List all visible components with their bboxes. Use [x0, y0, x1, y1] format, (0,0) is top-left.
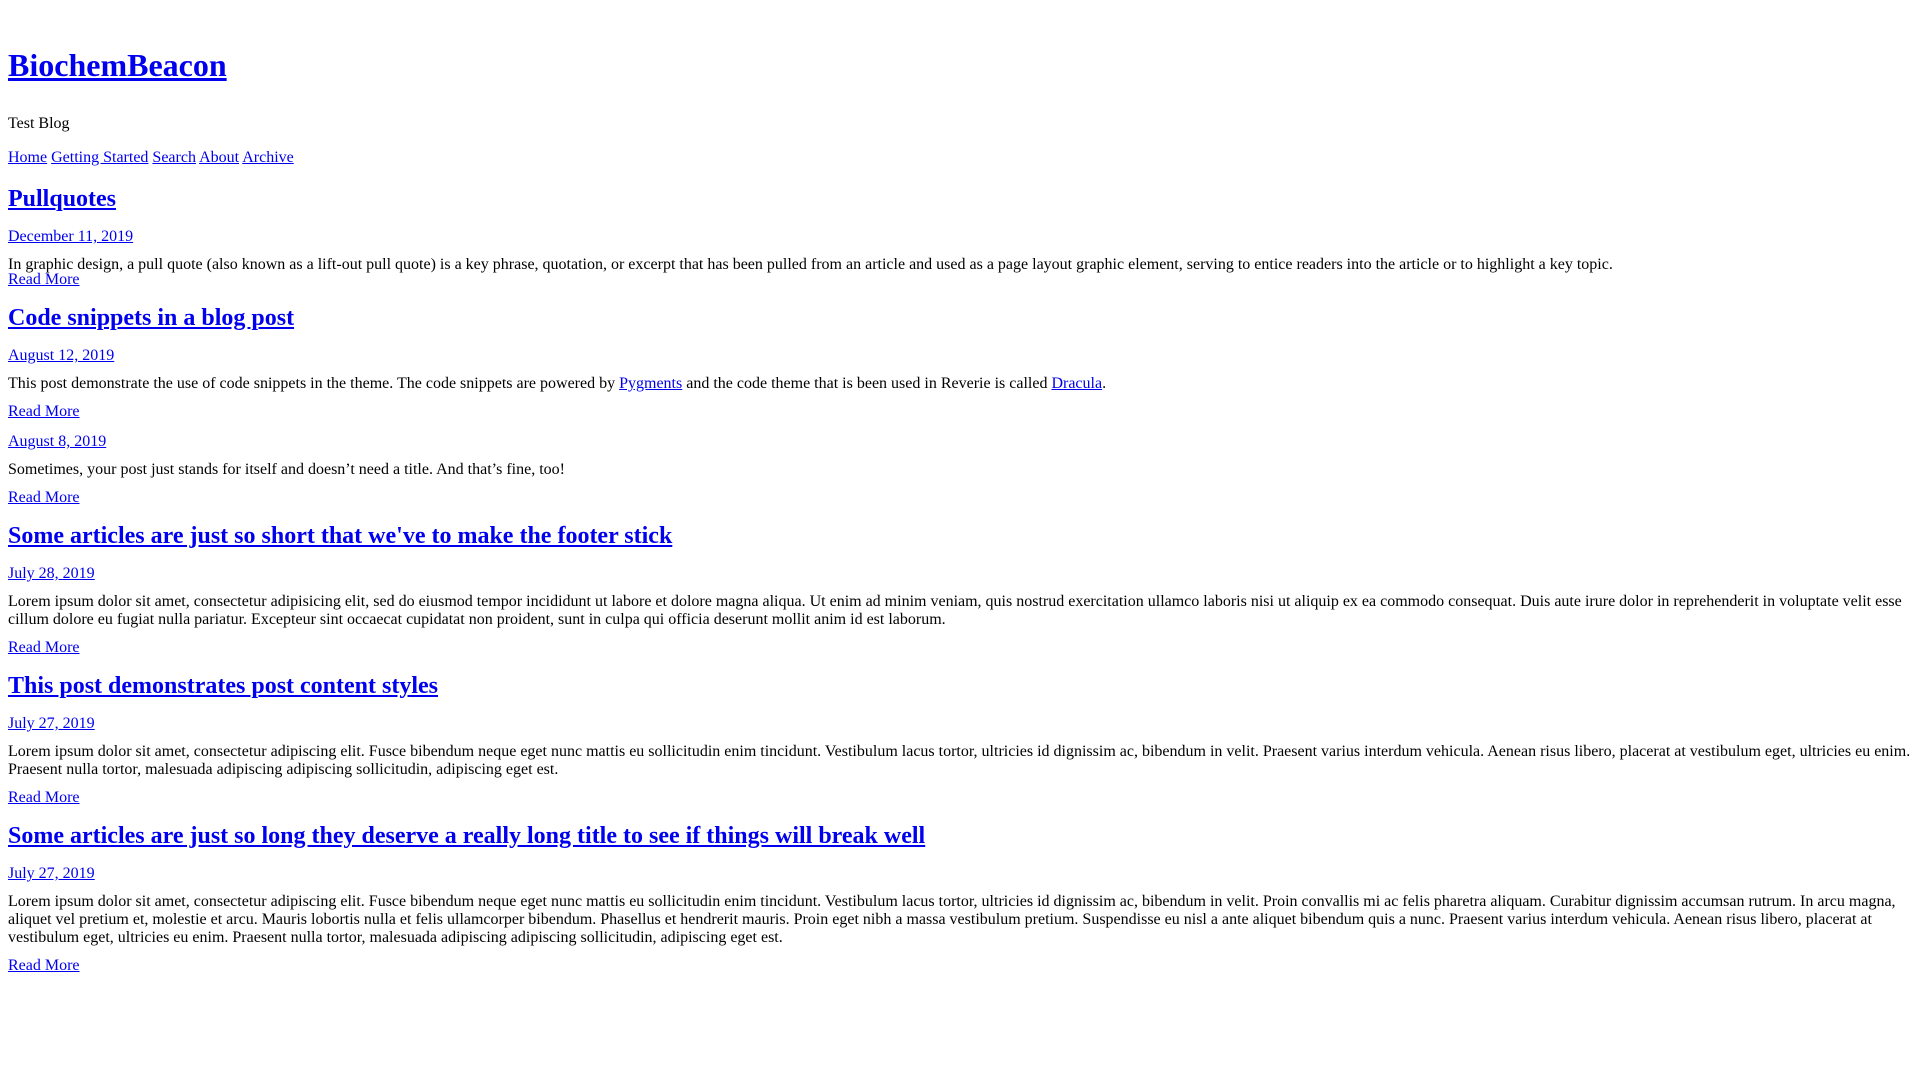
- read-more-link[interactable]: Read More: [8, 789, 80, 806]
- post-title-link[interactable]: Pullquotes: [8, 186, 117, 212]
- nav-link-getting-started[interactable]: Getting Started: [51, 149, 149, 166]
- post-item: [8, 822, 1912, 975]
- post-date-link[interactable]: July 28, 2019: [8, 565, 95, 582]
- post-excerpt: Lorem ipsum dolor sit amet, consectetur adipisicing elit, sed do eiusmod tempor incididunt ut labore et dolore magna aliqua. Ut enim ad minim veniam, quis nostrud exercitation ullamco laboris nisi ut aliquip ex ea commodo consequat. Duis aute irure dolor in reprehenderit in voluptate velit esse cillum dolore eu fugiat nulla pariatur. Excepteur sint occaecat cupidatat non proident, sunt in culpa qui officia deserunt mollit anim id est laborum.: [8, 593, 1902, 628]
- post-item: [8, 304, 1912, 421]
- nav-link-search[interactable]: Search: [152, 149, 196, 166]
- post-item: [8, 433, 1912, 507]
- post-title: [8, 822, 1912, 850]
- excerpt-text: This post demonstrate the use of code snippets in the theme. The code snippets are powered by: [8, 375, 620, 392]
- dracula-link[interactable]: Dracula: [1051, 375, 1103, 392]
- excerpt-text: and the code theme that is been used in Reverie is called: [682, 375, 1052, 392]
- post-title: [8, 185, 1912, 213]
- nav-link-about[interactable]: About: [199, 149, 240, 166]
- nav-link-home[interactable]: Home: [8, 149, 48, 166]
- pygments-link[interactable]: Pygments: [619, 375, 683, 392]
- site-nav: [8, 149, 1912, 167]
- site-subtitle: Test Blog: [8, 115, 70, 132]
- read-more-link[interactable]: Read More: [8, 271, 80, 288]
- post-date-link[interactable]: August 8, 2019: [8, 433, 107, 450]
- post-title-link[interactable]: This post demonstrates post content styles: [8, 673, 439, 699]
- read-more-link[interactable]: Read More: [8, 403, 80, 420]
- read-more-link[interactable]: Read More: [8, 639, 80, 656]
- site-header: [8, 0, 1912, 167]
- post-excerpt: [8, 375, 1912, 393]
- site-title-link[interactable]: BiochemBeacon: [8, 47, 227, 83]
- post-title: [8, 304, 1912, 332]
- post-excerpt: Lorem ipsum dolor sit amet, consectetur adipiscing elit. Fusce bibendum neque eget nunc mattis eu sollicitudin enim tincidunt. Vestibulum lacus tortor, ultricies id dignissim ac, bibendum in velit. Praesent varius interdum vehicula. Aenean risus libero, placerat at vestibulum eget, ultricies eu enim. Praesent nulla tortor, malesuada adipiscing adipiscing sollicitudin, adipiscing eget est.: [8, 743, 1911, 778]
- post-list: [8, 185, 1912, 975]
- excerpt-text: .: [1102, 375, 1107, 392]
- post-title: [8, 672, 1912, 700]
- post-item: [8, 522, 1912, 657]
- post-date-link[interactable]: December 11, 2019: [8, 228, 134, 245]
- post-excerpt: Lorem ipsum dolor sit amet, consectetur adipiscing elit. Fusce bibendum neque eget nunc mattis eu sollicitudin enim tincidunt. Vestibulum lacus tortor, ultricies id dignissim ac, bibendum in velit. Proin convallis mi ac felis pharetra aliquam. Curabitur dignissim accumsan rutrum. In arcu magna, aliquet vel pretium et, molestie et arcu. Mauris lobortis nulla et felis ullamcorper bibendum. Phasellus et hendrerit mauris. Proin eget nibh a massa vestibulum pretium. Suspendisse eu nisl a ante aliquet bibendum quis a nunc. Praesent varius interdum vehicula. Aenean risus libero, placerat at vestibulum eget, ultricies eu enim. Praesent nulla tortor, malesuada adipiscing adipiscing sollicitudin, adipiscing eget est.: [8, 893, 1896, 946]
- post-item: [8, 672, 1912, 807]
- post-title: [8, 522, 1912, 550]
- post-date-link[interactable]: August 12, 2019: [8, 347, 115, 364]
- post-title-link[interactable]: Some articles are just so short that we've to make the footer stick: [8, 523, 673, 549]
- post-date-link[interactable]: July 27, 2019: [8, 715, 95, 732]
- post-title-link[interactable]: Code snippets in a blog post: [8, 305, 295, 331]
- post-excerpt: Sometimes, your post just stands for itself and doesn’t need a title. And that’s fine, too!: [8, 461, 565, 478]
- post-excerpt: In graphic design, a pull quote (also known as a lift-out pull quote) is a key phrase, quotation, or excerpt that has been pulled from an article and used as a page layout graphic element, serving to entice readers into the article or to highlight a key topic.: [8, 256, 1613, 273]
- read-more-link[interactable]: Read More: [8, 489, 80, 506]
- nav-link-archive[interactable]: Archive: [242, 149, 294, 166]
- site-title: [8, 0, 1912, 84]
- post-item: [8, 185, 1912, 289]
- post-title-link[interactable]: Some articles are just so long they deserve a really long title to see if things will break well: [8, 823, 926, 849]
- post-date-link[interactable]: July 27, 2019: [8, 865, 95, 882]
- read-more-link[interactable]: Read More: [8, 957, 80, 974]
